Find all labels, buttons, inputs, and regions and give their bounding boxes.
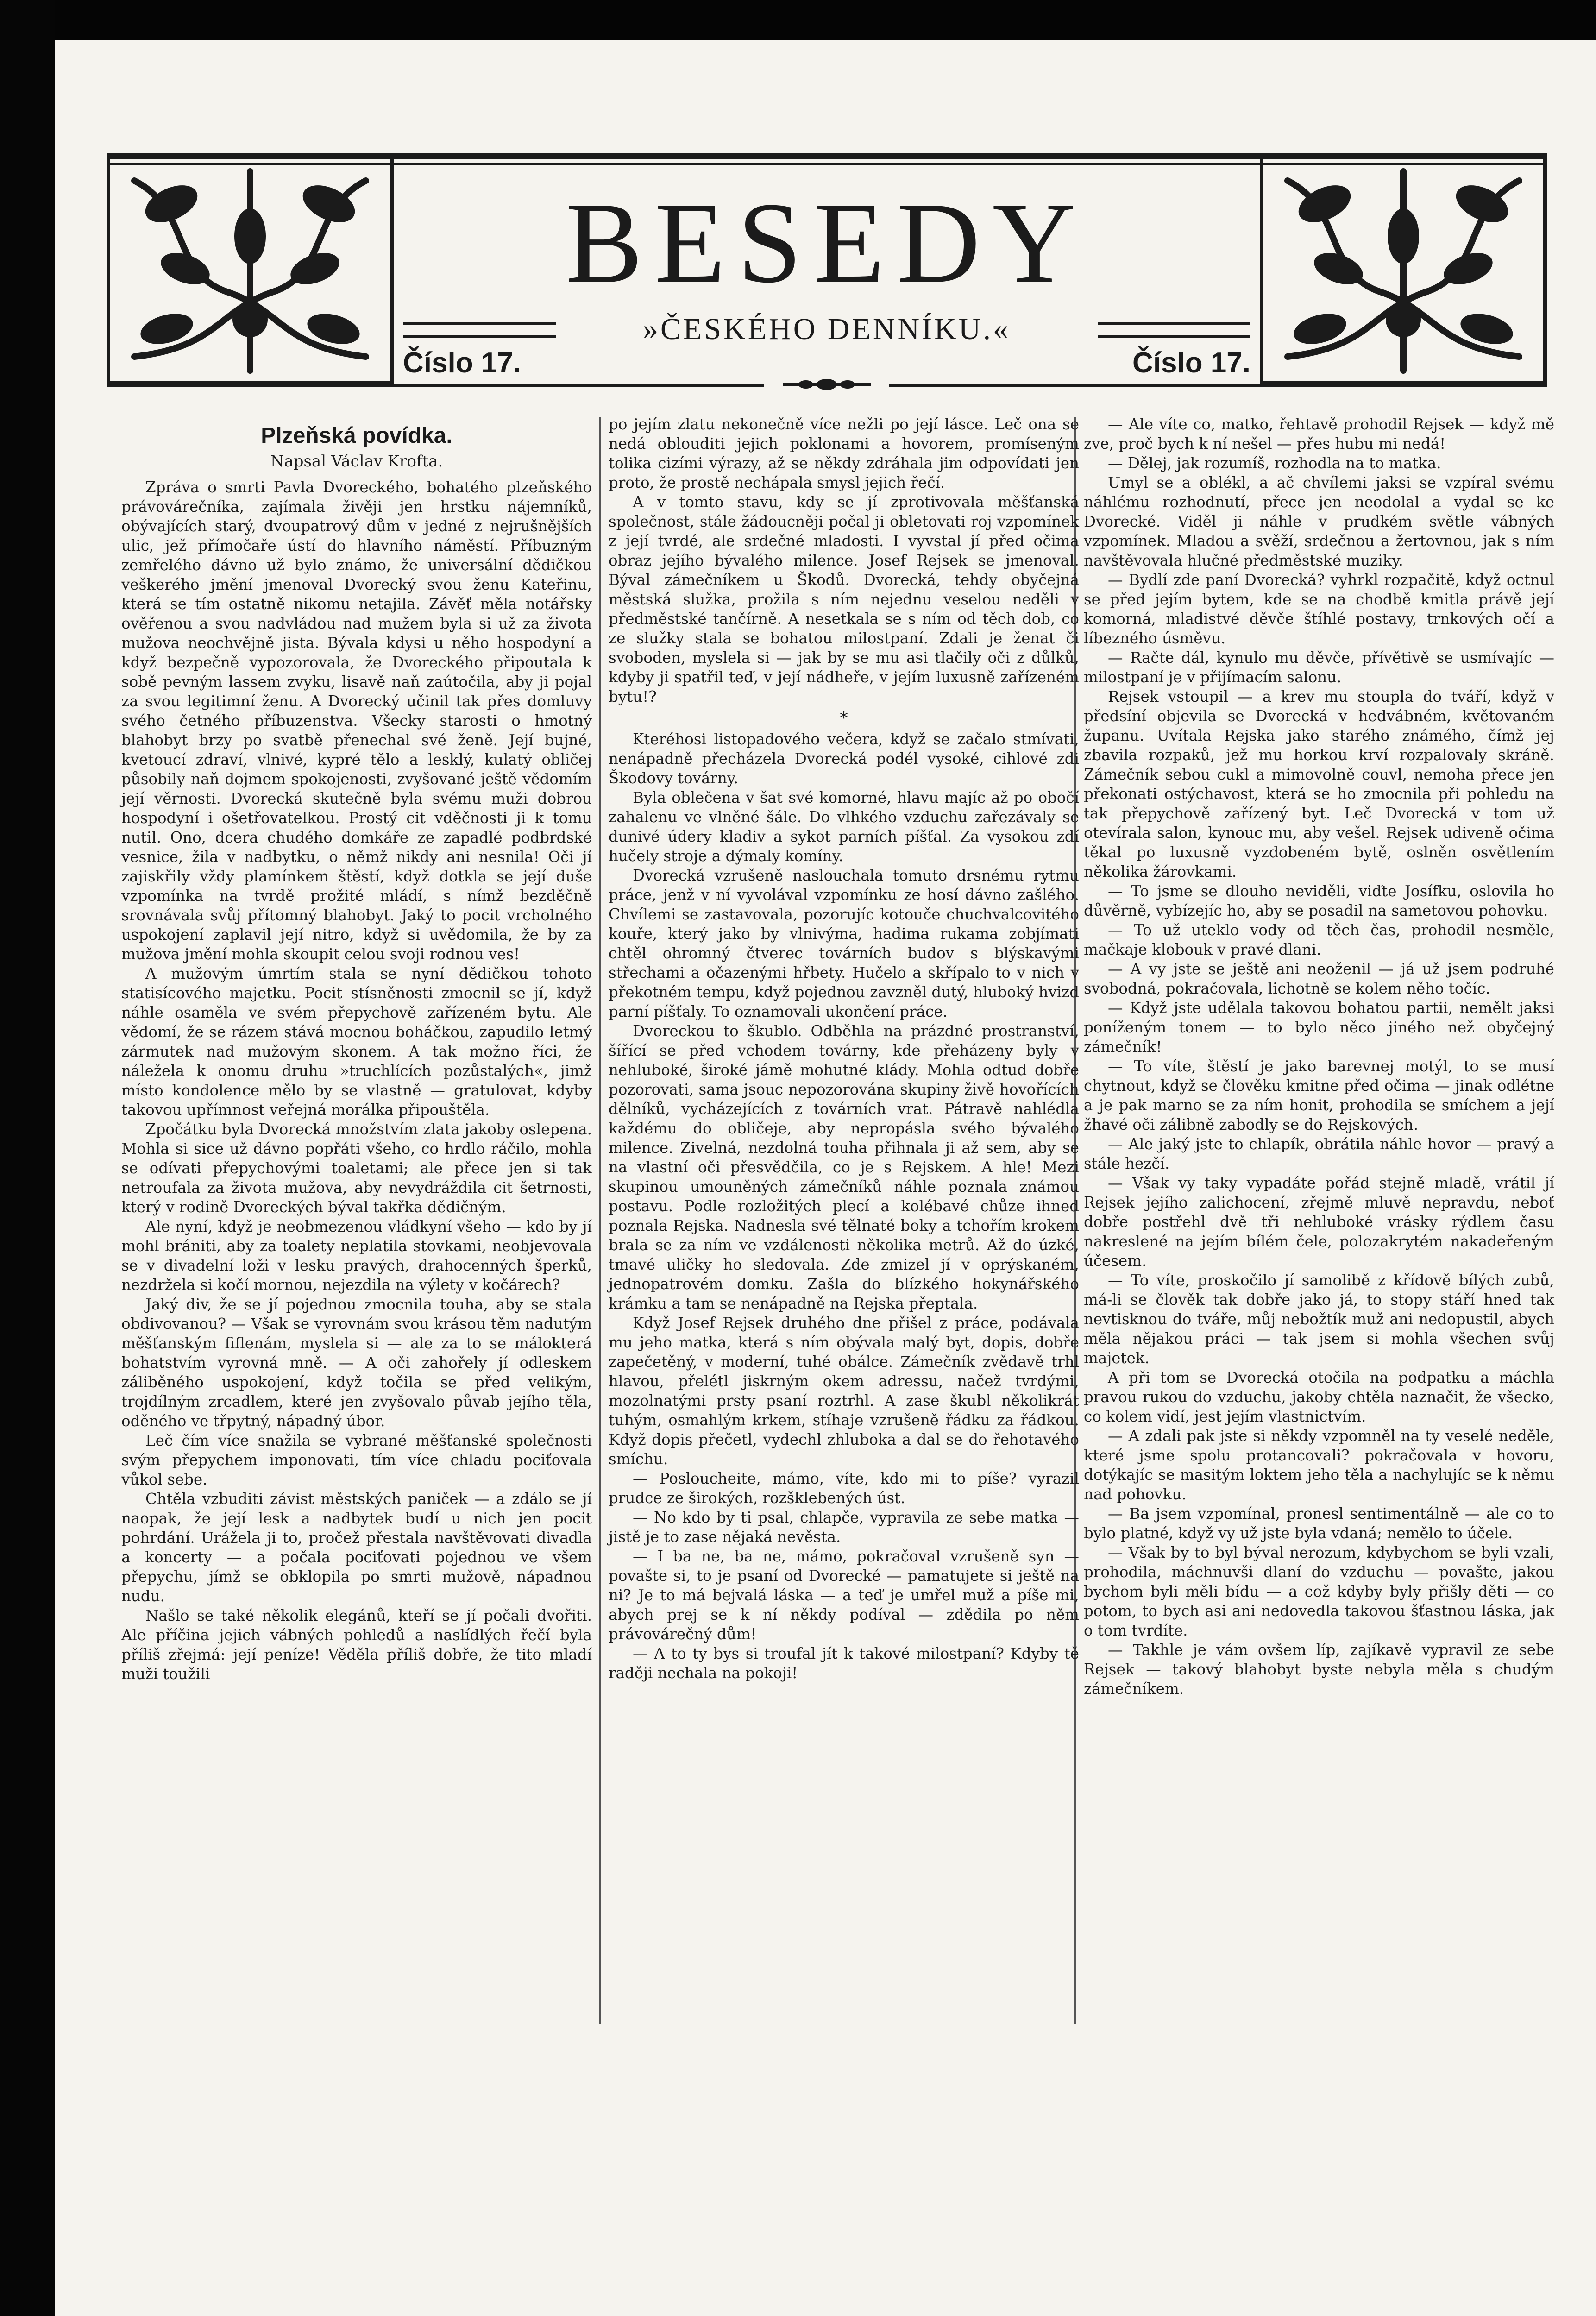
paragraph: Zpráva o smrti Pavla Dvoreckého, bohatého plzeňského právovárečníka, zajímala živěji jen hrstku nájemníků, obývajících starý, dvoupatrový dům v jedné z nejrušnějších ulic, jež přímočaře ústí do hlavního náměstí. Příbuzným zemřelého dávno už bylo známo, že universální dědičkou veškerého jmění jmenoval Dvorecký svou ženu Kateřinu, která se tím ostatně nikomu netajila. Závěť měla notářsky ověřenou a svou nadvládou nad mužem byla si už za života mužova neochvějně jista. Bývala kdysi u něho hospodyní a když bezpečně vypozorovala, že Dvoreckého připoutala k sobě pevným lassem zvyku, lisavě naň zaútočila, aby ji pojal za svou legitimní ženu. A Dvorecký učinil tak přes domluvy svého četného příbuzenstva. Všecky starosti o hmotný blahobyt brzy po svatbě přenechal své ženě. Její bujné, kvetoucí zdraví, vlnivé, kypré tělo a lesklý, kulatý obličej působily naň dojmem spokojenosti, zvyšované ještě vědomím její věrnosti. Dvorecká skutečně byla svému muži dobrou hospodyní i ošetřovatelkou. Prostý cit vděčnosti ji k tomu nutil. Ono, dcera chudého domkáře ze zapadlé podbrdské vesnice, žila v nadbytku, o němž nikdy ani nesnila! Oči jí zajiskřily vždy plamínkem štěstí, když dotkla se její duše vzpomínka na tvrdě prožité mládí, s nímž bezděčně srovnávala svůj přítomný blahobyt. Jaký to pocit vrcholného uspokojení zaplavil její nitro, když si uvědomila, že by za mužova jmění mohla skoupit celou svoji rodnou ves! <box>121 478 592 963</box>
paragraph: — Ba jsem vzpomínal, pronesl sentimentálně — ale co to bylo platné, když vy už jste byla vdaná; nemělo to účele. <box>1084 1505 1554 1542</box>
subtitle-rule-right <box>1098 322 1250 338</box>
section-separator: * <box>840 709 848 727</box>
subtitle-rule-left <box>403 322 556 338</box>
center-scroll-ornament-icon <box>783 371 871 398</box>
paragraph: — I ba ne, ba ne, mámo, pokračoval vzrušeně syn — povašte si, to je psaní od Dvorecké — pamatujete si ještě na ni? Je to má bejvalá láska — a teď je umřel muž a píše mi, abych prej se k ní někdy podíval — zdědila po něm právovárečný dům! <box>609 1548 1079 1643</box>
paragraph: Chtěla vzbuditi závist městských paniček — a zdálo se jí naopak, že její lesk a nadbytek budí u nich jen pocit pohrdání. Urážela ji to, pročež přestala navštěvovati divadla a koncerty — a počala pociťovati pojednou ve všem přepychu, jímž se obklopila po smrti mužově, nápadnou nudu. <box>121 1490 592 1605</box>
paragraph: — Ale jaký jste to chlapík, obrátila náhle hovor — pravý a stále hezčí. <box>1084 1135 1554 1172</box>
story-title: Plzeňská povídka. <box>261 423 452 448</box>
paragraph: — A to ty bys si troufal jít k takové milostpaní? Kdyby tě raději nechala na pokoji! <box>609 1645 1079 1682</box>
paragraph: Byla oblečena v šat své komorné, hlavu majíc až po obočí zahalenu ve vlněné šále. Do vlhkého vzduchu zařezávaly se dunivé údery kladiv a sykot parních píšťal. Za vysokou zdí hučely stroje a dýmaly komíny. <box>609 789 1079 865</box>
paragraph: — Ale víte co, matko, řehtavě prohodil Rejsek — když mě zve, proč bych k ní nešel — přes hubu mi nedá! <box>1084 415 1554 453</box>
paragraph: Rejsek vstoupil — a krev mu stoupla do tváří, když v předsíní objevila se Dvorecká v hedvábném, květovaném županu. Uvítala Rejska jako starého známého, čímž jej zbavila rozpaků, jež mu horkou krví rozpalovaly skráně. Zámečník sebou cukl a mimovolně couvl, nemoha přece jen překonati ostýchavost, která se ho zmocnila při pohledu na tak přepychově zařízený byt. Leč Dvorecká v tom už otevírala salon, kynouc mu, aby vešel. Rejsek udiveně očima těkal po luxusně vyzdobeném bytě, oslněn osvětlením několika žárovkami. <box>1084 688 1554 881</box>
scan-border-top <box>0 0 1596 40</box>
masthead-subtitle: »ČESKÉHO DENNÍKU.« <box>643 312 1011 346</box>
paragraph: Umyl se a oblékl, a ač chvílemi jaksi se vzpíral svému náhlému rozhodnutí, přece jen neodolal a vydal se ke Dvorecké. Viděl ji náhle v prudkém světle vábných vzpomínek. Mladou a svěží, srdečnou a žertovnou, jak s ním navštěvovala hlučné předměstské muziky. <box>1084 474 1554 569</box>
paragraph: po jejím zlatu nekonečně více nežli po její lásce. Leč ona se nedá oblouditi jejich poklonami a hovorem, promíseným tolika cizími výrazy, až se někdy zdráhala jim odpovídati jen proto, že prostě nechápala smysl jejich řečí. <box>609 415 1079 491</box>
issue-number-left: Číslo 17. <box>403 347 521 379</box>
paragraph: Ale nyní, když je neobmezenou vládkyní všeho — kdo by jí mohl brániti, aby za toalety neplatila stovkami, neobjevovala se v divadelní loži v lesku pravých, drahocenných šperků, nezdržela si kočí mornou, nejezdila na výlety v kočárech? <box>121 1218 592 1294</box>
masthead-title: BESEDY <box>565 179 1088 307</box>
story-author: Napsal Václav Krofta. <box>270 452 443 471</box>
floral-ornament-right-icon <box>1260 153 1547 384</box>
paragraph: Dvoreckou to škublo. Odběhla na prázdné prostranství, šířící se před vchodem továrny, kde přeházeny byly v nehluboké, široké jámě mohutné klády. Mohla odtud dobře pozorovati, sama jsouc nepozorována skupiny živě hovořících dělníků, vycházejících z továrních vrat. Pátravě nahlédla každému do obličeje, aby nepropásla svého bývalého milence. Zivelná, nezdolná touha přihnala ji až sem, aby se na vlastní oči přesvědčila, co je s Rejskem. A hle! Mezi skupinou umouněných zámečníků náhle poznala známou postavu. Podle rozložitých plecí a kolébavé chůze ihned poznala Rejska. Nadnesla své tělnaté boky a tchořím krokem brala se za ním ve vzdálenosti několika metrů. Až do úzké, tmavé uličky ho sledovala. Zde zmizel jí v oprýskaném, jednopatrovém domku. Zašla do blízkého hokynářského krámku a tam se nenápadně na Rejska přeptala. <box>609 1022 1079 1312</box>
column-2 <box>609 415 1079 1683</box>
paragraph: — To už uteklo vody od těch čas, prohodil nesměle, mačkaje klobouk v pravé dlani. <box>1084 921 1554 958</box>
column-1 <box>121 415 592 1684</box>
paragraph: Kteréhosi listopadového večera, když se začalo stmívati, nenápadně přecházela Dvorecká podél vysoké, cihlové zdi Škodovy továrny. <box>609 730 1079 787</box>
masthead-subtitle-row <box>403 308 1250 345</box>
paragraph: — Když jste udělala takovou bohatou partii, nemělt jaksi poníženým tonem — to bylo něco jiného než obyčejný zámečník! <box>1084 999 1554 1056</box>
floral-ornament-left-icon <box>107 153 394 384</box>
paragraph: — No kdo by ti psal, chlapče, vypravila ze sebe matka — jistě je to zase nějaká nevěsta. <box>609 1509 1079 1546</box>
paragraph: — To víte, štěstí je jako barevnej motýl, to se musí chytnout, když se člověku kmitne před očima — jinak odlétne a je pak marno se za ním honit, prohodila se smíchem a její žhavé oči zálibně zabodly se do Rejskových. <box>1084 1057 1554 1133</box>
paragraph: — Račte dál, kynulo mu děvče, přívětivě se usmívajíc — milostpaní je v přijímacím salonu. <box>1084 649 1554 686</box>
paragraph: — Však vy taky vypadáte pořád stejně mladě, vrátil jí Rejsek jejího zalichocení, zřejmě mluvě nepravdu, neboť dobře postřehl dvě tři nehluboké vrásky rýdlem času nakreslené na jejím bílém čele, polozakrytém nakadeřeným účesem. <box>1084 1174 1554 1270</box>
paragraph: — Však by to byl býval nerozum, kdybychom se byli vzali, prohodila, máchnuvši dlaní do vzduchu — povašte, jakou bychom byli měli bídu — a což kdyby byly přišly děti — co potom, to bych asi ani nedovedla takovou šťastnou láska, jak o tom tvrdíte. <box>1084 1544 1554 1639</box>
paragraph: A při tom se Dvorecká otočila na podpatku a máchla pravou rukou do vzduchu, jakoby chtěla naznačit, že všecko, co kolem vidí, jest jejím vlastnictvím. <box>1084 1369 1554 1425</box>
paragraph: Když Josef Rejsek druhého dne přišel z práce, podávala mu jeho matka, která s ním obývala malý byt, dopis, dobře zapečetěný, v moderní, tuhé obálce. Zámečník zvědavě trhl hlavou, přelétl jiskrným okem adressu, načež tvrdými, mozolnatými prsty psaní roztrhl. A zase škubl několikrát tuhým, osmahlým krkem, stíhaje vzrušeně řádku za řádkou. Když dopis přečetl, vydechl zhluboka a dal se do řehotavého smíchu. <box>609 1314 1079 1468</box>
column-divider-1 <box>599 417 601 2024</box>
paragraph: — To víte, proskočilo jí samolibě z křídově bílých zubů, má-li se člověk tak dobře jako já, to stopy stáří hned tak nevtisknou do tváře, můj nebožtík muž ani nedopustil, abych měla nějakou práci — tak jsem si mohla všechen svůj majetek. <box>1084 1271 1554 1367</box>
paragraph: — A zdali pak jste si někdy vzpomněl na ty veselé neděle, které jsme spolu protancovali? pokračovala v hovoru, dotýkajíc se masitým loktem jeho těla a nachylujíc se k němu nad pohovku. <box>1084 1427 1554 1503</box>
paragraph: Našlo se také několik elegánů, kteří se jí počali dvořiti. Ale příčina jejich vábných pohledů a naslídlých řečí byla příliš zřejmá: její peníze! Věděla příliš dobře, že tito mladí muži toužili <box>121 1607 592 1683</box>
masthead-bottom-rule-left <box>107 384 764 387</box>
paragraph: Jaký div, že se jí pojednou zmocnila touha, aby se stala obdivovanou? — Však se vyrovnám svou krásou těm nadutým měšťanským fiflenám, myslela si — ale za to se málokterá bohatstvím vyrovná mně. — A oči zahořely jí odleskem záliběného uspokojení, když točila se před velikým, trojdílným zrcadlem, které jen zvyšovalo půvab jejího těla, oděného ve třpytný, nápadný úbor. <box>121 1296 592 1430</box>
paragraph: A v tomto stavu, kdy se jí zprotivovala měšťanská společnost, stále žádoucněji počal ji obletovati roj vzpomínek z její tvrdé, ale srdečné mladosti. I vyvstal jí před očima obraz jejího bývalého milence. Josef Rejsek se jmenoval. Býval zámečníkem u Škodů. Dvorecká, tehdy obyčejná městská služka, prožila s ním nejednu veselou neděli v předměstské tančírně. A nesetkala se s ním od těch dob, co ze služky stala se bohatou milostpaní. Zdali je ženat či svoboden, myslela si — jak by se mu asi tlačily oči z důlků, kdyby ji spatřil teď, v její nádheře, v jejím luxusně zařízeném bytu!? <box>609 493 1079 705</box>
scan-border-left <box>0 0 55 2316</box>
masthead-bottom-rule-right <box>889 384 1547 387</box>
paragraph: — Posloucheite, mámo, víte, kdo mi to píše? vyrazil prudce ze širokých, rozšklebených úst. <box>609 1470 1079 1507</box>
paragraph: Leč čím více snažila se vybrané měšťanské společnosti svým přepychem imponovati, tím více chladu pociťovala vůkol sebe. <box>121 1432 592 1488</box>
paragraph: — Bydlí zde paní Dvorecká? vyhrkl rozpačitě, když octnul se před jejím bytem, kde se na chodbě kmitla právě její komorná, mladistvé děvče štíhlé postavy, trnkových očí a líbezného úsměvu. <box>1084 571 1554 647</box>
paragraph: Dvorecká vzrušeně naslouchala tomuto drsnému rytmu práce, jenž v ní vyvolával vzpomínku ze hosí dávno zašlého. Chvílemi se zastavovala, pozorujíc kotouče chuchvalcovitého kouře, který jako by vlnivýma, hadima rukama zobjímati chtěl ohromný čtverec továrních budov s blýskavými střechami a očazenými hřbety. Hučelo a skřípalo to v nich v překotném tempu, když pojednou zavzněl dutý, hluboký hvizd parní píšťaly. To oznamovali ukončení práce. <box>609 867 1079 1020</box>
paragraph: — To jsme se dlouho neviděli, viďte Josífku, oslovila ho důvěrně, vybízejíc ho, aby se posadil na sametovou pohovku. <box>1084 882 1554 919</box>
paragraph: — A vy jste se ještě ani neoženil — já už jsem podruhé svobodná, pokračovala, lichotně se kolem něho točíc. <box>1084 960 1554 997</box>
column-3 <box>1084 415 1554 1699</box>
paragraph: Zpočátku byla Dvorecká množstvím zlata jakoby oslepena. Mohla si sice už dávno popřáti všeho, co hrdlo ráčilo, mohla se odívati přepychovými toaletami; ale přece jen si tak netroufala za života mužova, aby nevydráždila cit šetrnosti, který v rodině Dvoreckých býval takřka dědičným. <box>121 1120 592 1216</box>
paragraph: — Dělej, jak rozumíš, rozhodla na to matka. <box>1108 454 1441 472</box>
masthead <box>107 153 1547 389</box>
issue-number-right: Číslo 17. <box>1132 347 1250 379</box>
paragraph: — Takhle je vám ovšem líp, zajíkavě vypravil ze sebe Rejsek — takový blahobyt byste nebyla měla s chudým zámečníkem. <box>1084 1641 1554 1698</box>
paragraph: A mužovým úmrtím stala se nyní dědičkou tohoto statisícového majetku. Pocit stísněnosti zmocnil se jí, když náhle osaměla ve svém přepychově zařízeném bytu. Ale vědomí, že se rázem stává mocnou boháčkou, zapudilo letmý zármutek nad mužovým skonem. A tak možno říci, že náležela k onomu druhu »truchlících pozůstalých«, jimž místo kondolence mělo by se vlastně — gratulovat, kdyby takovou upřímnost veřejná morálka připouštěla. <box>121 965 592 1119</box>
